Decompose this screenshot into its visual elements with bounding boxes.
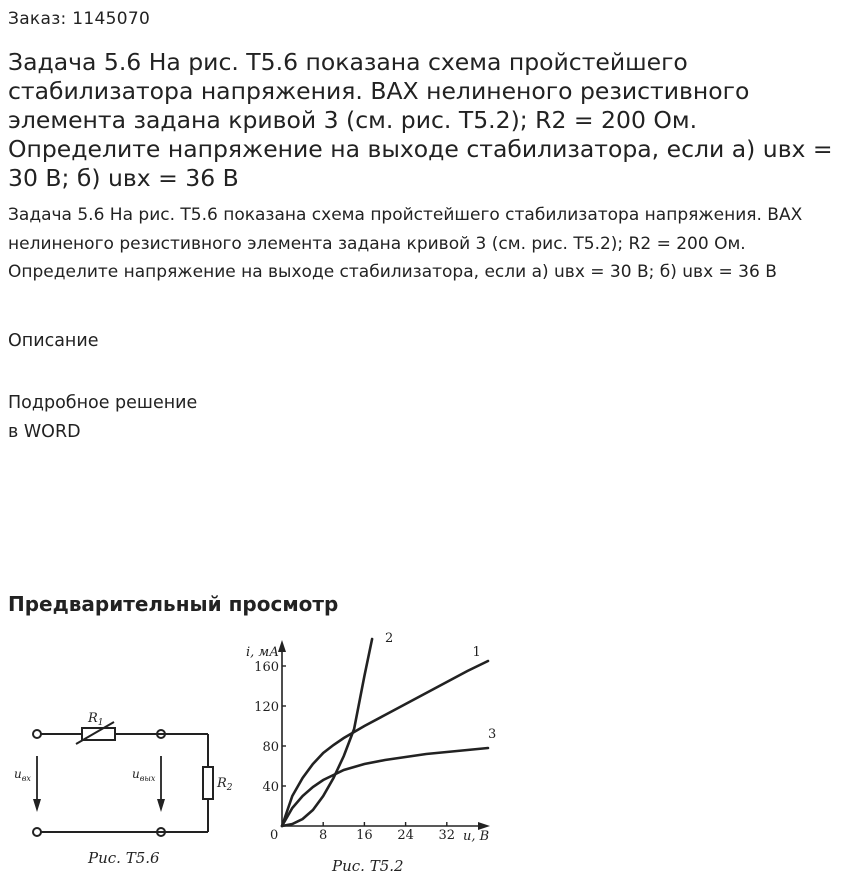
preview-heading: Предварительный просмотр [8,592,339,616]
svg-text:R1 [87,711,104,728]
description-heading: Описание [8,331,99,351]
description-line-1: Подробное решение [8,393,198,413]
graph-caption: Рис. Т5.2 [332,857,404,875]
r2-subscript: 2 [226,783,233,793]
y-tick-label: 40 [262,780,279,795]
curve-label-1: 1 [472,645,481,660]
y-axis-arrow [278,640,286,652]
svg-text:uвых [132,767,156,783]
task-description: Задача 5.6 На рис. Т5.6 показана схема пройстейшего стабилизатора напряжения. ВАХ нелиненого резистивного элемента задана кривой 3 (см. рис. Т5.2); R2 = 200 Ом. Определите напряжение на выходе стабилизатора, если а) uвх = 30 В; б) uвх = 36 В [8,205,803,282]
order-number: Заказ: 1145070 [8,9,151,29]
input-terminal-bottom [33,828,41,836]
uin-arrow-head [33,799,41,812]
curve-label-3: 3 [488,727,497,742]
curve-1 [282,661,488,826]
svg-text:R2 [216,776,233,793]
circuit-caption: Рис. Т5.6 [88,849,160,867]
y-tick-label: 80 [262,740,279,755]
x-tick-label: 16 [356,828,373,843]
x-axis-label: u, В [463,829,490,844]
x-tick-label: 8 [319,828,328,843]
resistor-r2 [203,767,213,799]
vac-chart [246,631,496,875]
description-line-2: в WORD [8,422,81,442]
page-title: Задача 5.6 На рис. Т5.6 показана схема пройстейшего стабилизатора напряжения. ВАХ нелиненого резистивного элемента задана кривой 3 (см. рис. Т5.2); R2 = 200 Ом. Определите напряжение на выходе стабилизатора, если а) uвх = 30 В; б) uвх = 36 В [8,48,833,192]
uin-label: u [14,767,22,781]
input-terminal-top [33,730,41,738]
y-tick-label: 160 [254,660,279,675]
preview-image [0,628,510,890]
uin-subscript: вх [21,774,31,783]
uout-subscript: вых [139,774,156,783]
curve-label-2: 2 [385,631,394,646]
y-axis-label: i, мА [246,645,280,660]
chart-axes [278,640,490,830]
r1-subscript: 1 [97,718,104,728]
r1-label: R [88,711,98,726]
uout-label: u [132,767,140,781]
x-tick-label: 24 [397,828,414,843]
svg-text:uвх [14,767,31,783]
circuit-diagram [33,722,213,836]
curve-2 [282,639,372,826]
uout-arrow-head [157,799,165,812]
y-tick-label: 120 [254,700,279,715]
curve-3 [282,748,488,826]
r2-label: R [217,776,227,791]
origin-label: 0 [270,828,279,843]
x-tick-label: 32 [438,828,456,843]
